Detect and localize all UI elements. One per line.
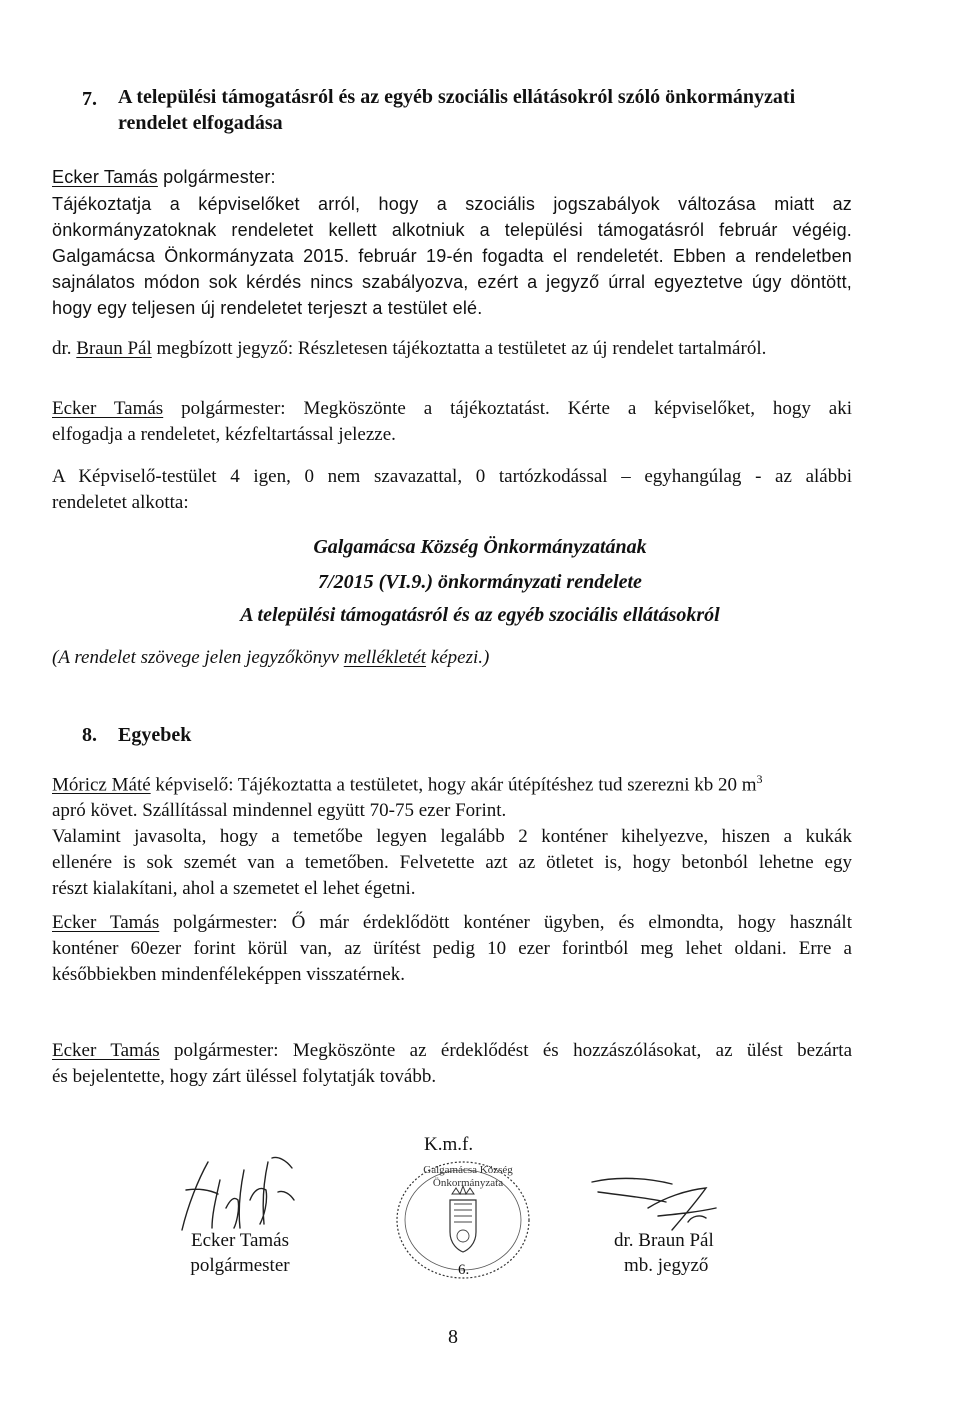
section-7-title-line-1: A települési támogatásról és az egyéb szociális ellátásokról szóló önkormányzati: [118, 86, 796, 108]
decree-note: [52, 647, 489, 669]
mayor-container-paragraph: [52, 910, 852, 988]
decree-subject: A települési támogatásról és az egyéb szociális ellátásokról: [240, 604, 720, 626]
mayor-signature: [168, 1150, 318, 1240]
text-line: Tájékoztatja a képviselőket arról, hogy a szociális jogszabályok változása miatt az: [52, 194, 852, 214]
text-line: hogy egy teljesen új rendeletet terjeszt a testület elé.: [52, 298, 483, 318]
speaker-role: polgármester:: [157, 167, 276, 187]
text-line: önkormányzatoknak rendeletet kellett alkotniuk a települési támogatásról február végéig.: [52, 220, 852, 240]
text-segment: polgármester: Ő már érdeklődött konténer ügyben, és elmondta, hogy használt: [159, 912, 852, 933]
section-8-title: Egyebek: [118, 724, 192, 746]
text-line: elfogadja a rendeletet, kézfeltartással jelezze.: [52, 424, 396, 445]
mayor-name: Ecker Tamás: [190, 1230, 290, 1251]
speaker-name: Ecker Tamás: [52, 398, 164, 419]
closing-paragraph: [52, 1038, 852, 1090]
text-line: [52, 910, 852, 936]
mayor-speaker-line: [52, 164, 852, 191]
notary-role: mb. jegyző: [624, 1255, 709, 1276]
seal-number: 6.: [458, 1262, 470, 1278]
text-line: konténer 60ezer forint körül van, az ürítést pedig 10 ezer forintból meg lehet oldani. Erre a: [52, 938, 852, 959]
mayor-role: polgármester: [190, 1255, 290, 1276]
speaker-name: Móricz Máté: [52, 774, 151, 796]
text-line: ellenére is sok szemét van a temetőben. Felvetette azt az ötletet is, hogy betonból lehetne egy: [52, 852, 852, 874]
decree-number: 7/2015 (VI.9.) önkormányzati rendelete: [318, 571, 642, 593]
text-line: [52, 766, 852, 798]
text-segment: polgármester: Megköszönte az érdeklődést és hozzászólásokat, az ülést bezárta: [159, 1040, 853, 1061]
text-line: [52, 396, 852, 422]
title-prefix: dr.: [52, 338, 77, 359]
text-line: Valamint javasolta, hogy a temetőbe legyen legalább 2 konténer kihelyezve, hiszen a kukák: [52, 826, 852, 848]
text-line: A Képviselő-testület 4 igen, 0 nem szavazattal, 0 tartózkodással – egyhangúlag - az alábbi: [52, 466, 852, 487]
text-line: apró követ. Szállítással mindennel együtt 70-75 ezer Forint.: [52, 800, 507, 822]
decree-issuer: Galgamácsa Község Önkormányzatának: [313, 536, 647, 558]
section-7-number: 7.: [82, 88, 97, 110]
notary-name: dr. Braun Pál: [614, 1230, 714, 1251]
mayor-vote-request-paragraph: [52, 396, 852, 448]
text-line: Galgamácsa Önkormányzata 2015. február 19-én fogadta el rendeletét. Ebben a rendeletben: [52, 246, 852, 266]
vote-result-paragraph: [52, 464, 852, 516]
speaker-name: Ecker Tamás: [52, 912, 160, 933]
speaker-name: Braun Pál: [76, 338, 152, 359]
text-line: rendeletet alkotta:: [52, 492, 189, 513]
page-number: 8: [448, 1326, 458, 1348]
kmf-label: K.m.f.: [424, 1134, 474, 1155]
text-line: későbbiekben mindenféleképpen visszatérnek.: [52, 964, 405, 985]
text-segment: polgármester: Megköszönte a tájékoztatást. Kérte a képviselőket, hogy aki: [163, 398, 852, 419]
notary-paragraph: [52, 336, 872, 362]
text-line: és bejelentette, hogy zárt üléssel folytatják tovább.: [52, 1066, 437, 1087]
councillor-paragraph: [52, 766, 852, 902]
mayor-report-paragraph: [52, 164, 852, 321]
annex-reference: mellékletét: [343, 647, 427, 668]
speaker-name: Ecker Tamás: [52, 167, 158, 187]
section-7-title: [118, 84, 858, 136]
notary-text: megbízott jegyző: Részletesen tájékoztatta a testületet az új rendelet tartalmáról.: [151, 338, 767, 359]
note-text: képezi.): [426, 647, 490, 668]
text-line: részt kialakítani, ahol a szemetet el lehet égetni.: [52, 878, 416, 900]
note-text: (A rendelet szövege jelen jegyzőkönyv: [52, 647, 344, 668]
speaker-name: Ecker Tamás: [52, 1040, 160, 1061]
superscript: 3: [756, 772, 763, 786]
seal-text: Galgamácsa Község Önkormányzata: [423, 1164, 513, 1189]
text-line: [52, 1038, 852, 1064]
section-8-number: 8.: [82, 724, 97, 746]
text-line: sajnálatos módon sok kérdés nincs szabályozva, ezért a jegyző úrral egyeztetve úgy döntött,: [52, 272, 852, 292]
section-7-title-line-2: rendelet elfogadása: [118, 112, 283, 134]
text-segment: képviselő: Tájékoztatta a testületet, hogy akár útépítéshez tud szerezni kb 20 m: [150, 774, 757, 796]
